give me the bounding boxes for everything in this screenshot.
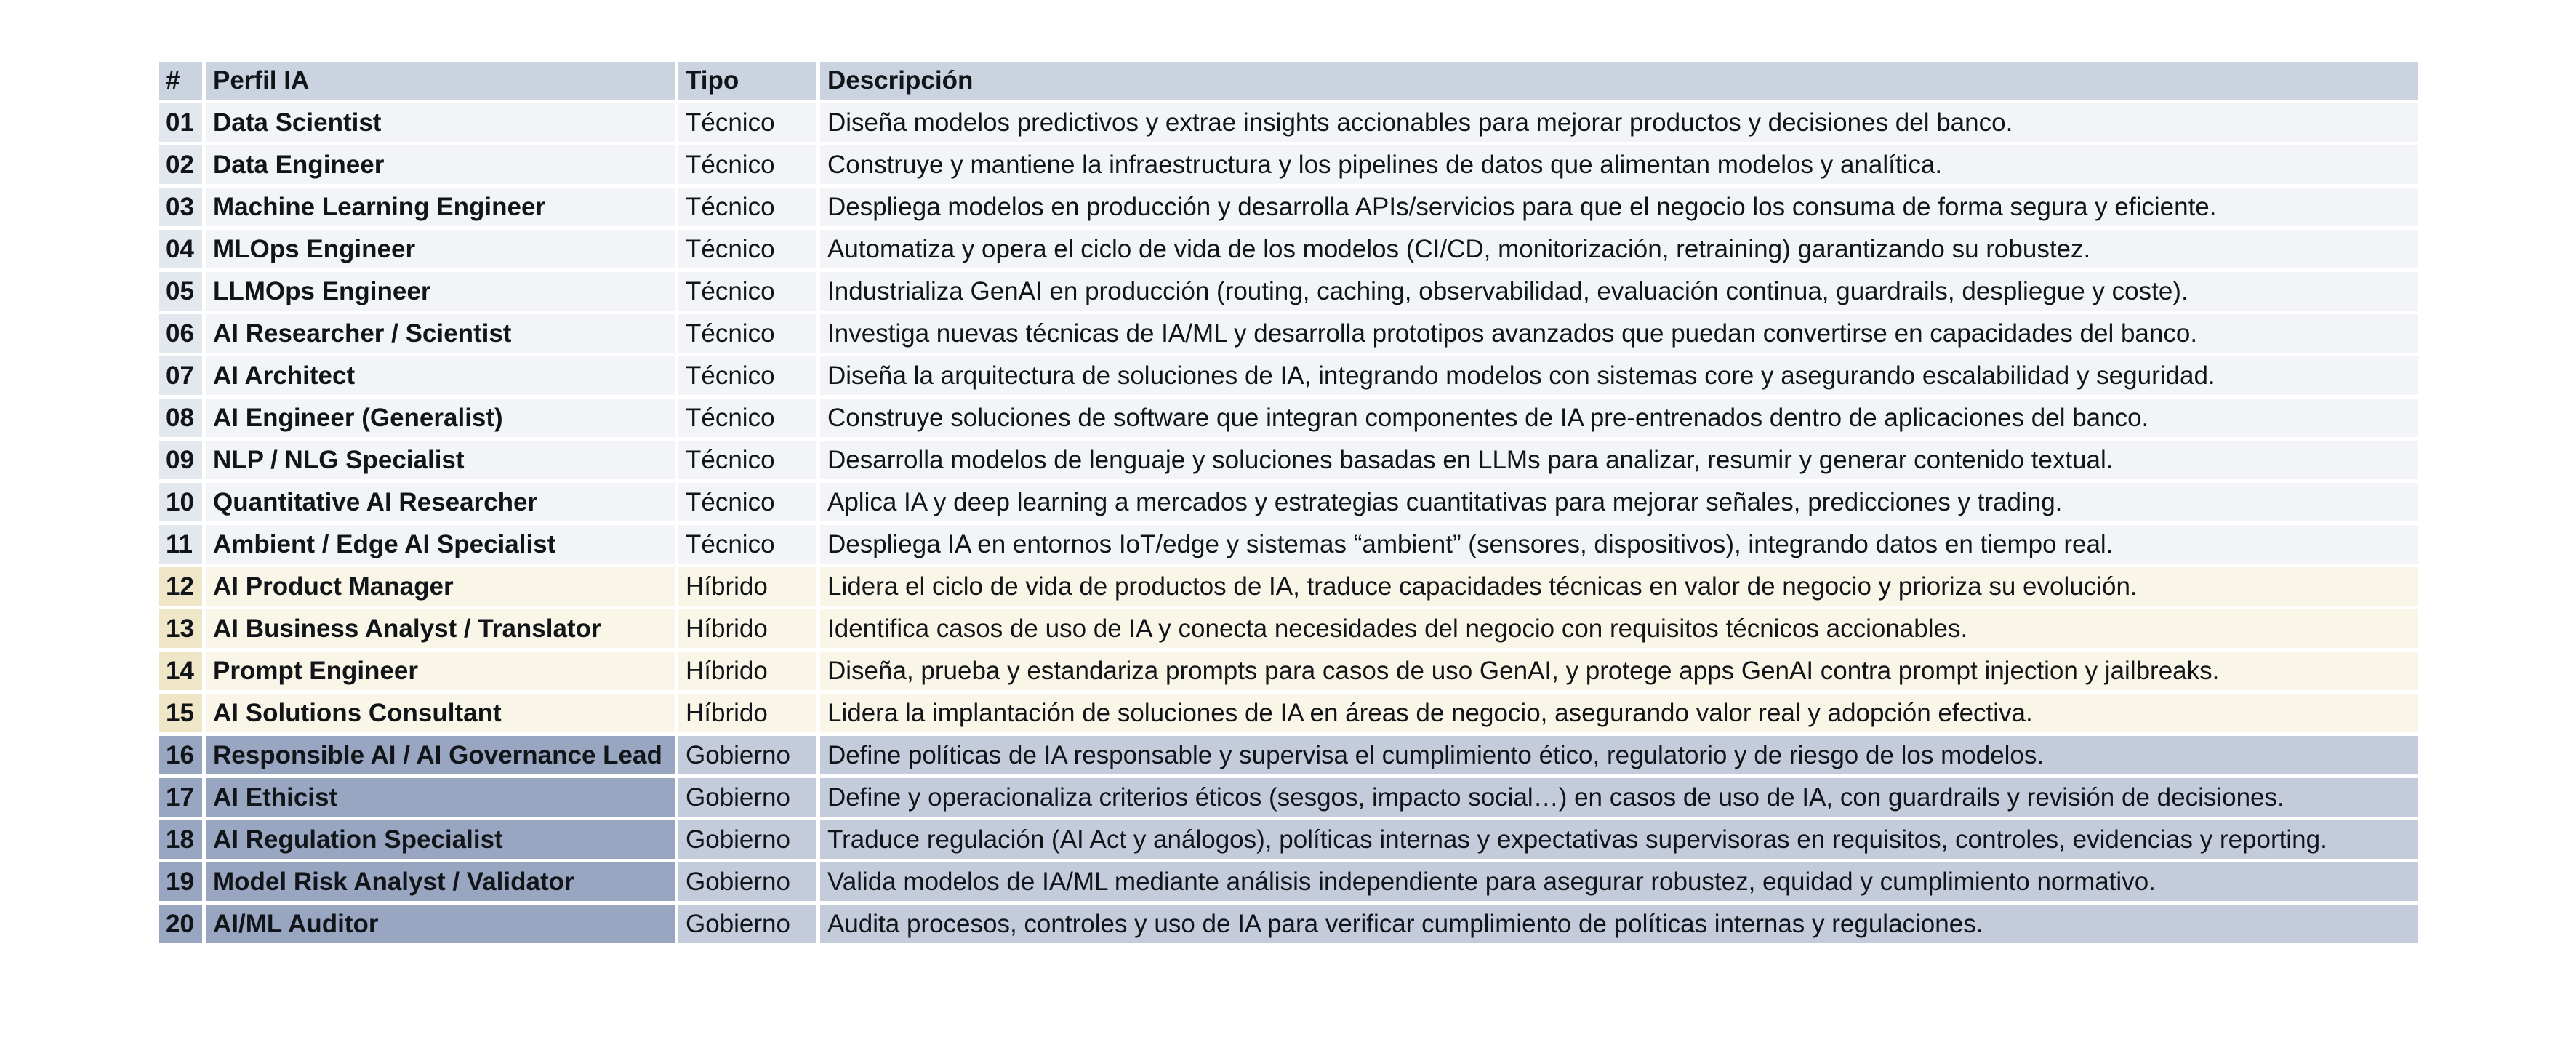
profile-name: AI Regulation Specialist xyxy=(206,820,678,862)
profile-name: AI Engineer (Generalist) xyxy=(206,399,678,441)
header-num: # xyxy=(159,62,206,103)
profile-description: Traduce regulación (AI Act y análogos), políticas internas y expectativas supervisoras en requisitos, controles, evidencias y reporting. xyxy=(820,820,2418,862)
profile-name: Prompt Engineer xyxy=(206,652,678,694)
row-number: 15 xyxy=(159,694,206,736)
profile-type: Híbrido xyxy=(678,567,820,609)
profile-type: Técnico xyxy=(678,356,820,399)
row-number: 14 xyxy=(159,652,206,694)
profile-type: Técnico xyxy=(678,145,820,188)
table-header xyxy=(159,62,2418,103)
profile-type: Gobierno xyxy=(678,736,820,778)
profile-name: AI Business Analyst / Translator xyxy=(206,609,678,652)
row-number: 20 xyxy=(159,905,206,947)
row-number: 01 xyxy=(159,103,206,145)
table-row xyxy=(159,356,2418,399)
profile-description: Industrializa GenAI en producción (routing, caching, observabilidad, evaluación continua, guardrails, despliegue y coste). xyxy=(820,272,2418,314)
profile-description: Diseña, prueba y estandariza prompts para casos de uso GenAI, y protege apps GenAI contra prompt injection y jailbreaks. xyxy=(820,652,2418,694)
profile-name: Ambient / Edge AI Specialist xyxy=(206,525,678,567)
profile-type: Gobierno xyxy=(678,820,820,862)
table-row xyxy=(159,905,2418,947)
row-number: 03 xyxy=(159,188,206,230)
profile-name: MLOps Engineer xyxy=(206,230,678,272)
profile-description: Despliega modelos en producción y desarrolla APIs/servicios para que el negocio los consuma de forma segura y eficiente. xyxy=(820,188,2418,230)
profile-description: Automatiza y opera el ciclo de vida de los modelos (CI/CD, monitorización, retraining) garantizando su robustez. xyxy=(820,230,2418,272)
table-row xyxy=(159,862,2418,905)
profile-type: Gobierno xyxy=(678,905,820,947)
profile-description: Construye soluciones de software que integran componentes de IA pre-entrenados dentro de aplicaciones del banco. xyxy=(820,399,2418,441)
row-number: 11 xyxy=(159,525,206,567)
table-row xyxy=(159,652,2418,694)
header-row xyxy=(159,62,2418,103)
table-row xyxy=(159,609,2418,652)
table-row xyxy=(159,736,2418,778)
row-number: 12 xyxy=(159,567,206,609)
profile-name: AI Ethicist xyxy=(206,778,678,820)
profile-type: Técnico xyxy=(678,399,820,441)
table-row xyxy=(159,314,2418,356)
profile-name: Data Scientist xyxy=(206,103,678,145)
profile-description: Aplica IA y deep learning a mercados y estrategias cuantitativas para mejorar señales, predicciones y trading. xyxy=(820,483,2418,525)
row-number: 16 xyxy=(159,736,206,778)
profile-type: Técnico xyxy=(678,103,820,145)
table-row xyxy=(159,483,2418,525)
profile-name: AI Solutions Consultant xyxy=(206,694,678,736)
profile-name: Quantitative AI Researcher xyxy=(206,483,678,525)
profile-description: Desarrolla modelos de lenguaje y soluciones basadas en LLMs para analizar, resumir y generar contenido textual. xyxy=(820,441,2418,483)
profile-name: NLP / NLG Specialist xyxy=(206,441,678,483)
ai-profiles-table-container xyxy=(159,62,2418,947)
row-number: 04 xyxy=(159,230,206,272)
profile-type: Gobierno xyxy=(678,778,820,820)
table-row xyxy=(159,145,2418,188)
profile-name: AI Researcher / Scientist xyxy=(206,314,678,356)
profile-type: Técnico xyxy=(678,272,820,314)
profile-description: Lidera la implantación de soluciones de IA en áreas de negocio, asegurando valor real y adopción efectiva. xyxy=(820,694,2418,736)
profile-type: Técnico xyxy=(678,188,820,230)
row-number: 19 xyxy=(159,862,206,905)
header-profile: Perfil IA xyxy=(206,62,678,103)
row-number: 02 xyxy=(159,145,206,188)
profile-description: Identifica casos de uso de IA y conecta necesidades del negocio con requisitos técnicos accionables. xyxy=(820,609,2418,652)
row-number: 10 xyxy=(159,483,206,525)
profile-name: AI/ML Auditor xyxy=(206,905,678,947)
profile-name: Model Risk Analyst / Validator xyxy=(206,862,678,905)
profile-type: Híbrido xyxy=(678,652,820,694)
table-row xyxy=(159,230,2418,272)
profile-type: Técnico xyxy=(678,525,820,567)
row-number: 09 xyxy=(159,441,206,483)
profile-name: Responsible AI / AI Governance Lead xyxy=(206,736,678,778)
profile-name: AI Product Manager xyxy=(206,567,678,609)
table-row xyxy=(159,820,2418,862)
profile-description: Investiga nuevas técnicas de IA/ML y desarrolla prototipos avanzados que puedan convertirse en capacidades del banco. xyxy=(820,314,2418,356)
profile-description: Construye y mantiene la infraestructura y los pipelines de datos que alimentan modelos y analítica. xyxy=(820,145,2418,188)
table-body xyxy=(159,103,2418,947)
table-row xyxy=(159,525,2418,567)
profile-type: Gobierno xyxy=(678,862,820,905)
profile-type: Técnico xyxy=(678,483,820,525)
table-row xyxy=(159,188,2418,230)
profile-description: Diseña modelos predictivos y extrae insights accionables para mejorar productos y decisiones del banco. xyxy=(820,103,2418,145)
profile-description: Despliega IA en entornos IoT/edge y sistemas “ambient” (sensores, dispositivos), integrando datos en tiempo real. xyxy=(820,525,2418,567)
profile-description: Define políticas de IA responsable y supervisa el cumplimiento ético, regulatorio y de riesgo de los modelos. xyxy=(820,736,2418,778)
profile-type: Híbrido xyxy=(678,694,820,736)
row-number: 06 xyxy=(159,314,206,356)
header-type: Tipo xyxy=(678,62,820,103)
row-number: 17 xyxy=(159,778,206,820)
table-row xyxy=(159,272,2418,314)
profile-name: Data Engineer xyxy=(206,145,678,188)
profile-description: Audita procesos, controles y uso de IA para verificar cumplimiento de políticas internas y regulaciones. xyxy=(820,905,2418,947)
profile-description: Lidera el ciclo de vida de productos de IA, traduce capacidades técnicas en valor de negocio y prioriza su evolución. xyxy=(820,567,2418,609)
table-row xyxy=(159,103,2418,145)
profile-name: AI Architect xyxy=(206,356,678,399)
profile-name: LLMOps Engineer xyxy=(206,272,678,314)
row-number: 08 xyxy=(159,399,206,441)
row-number: 07 xyxy=(159,356,206,399)
table-row xyxy=(159,441,2418,483)
row-number: 13 xyxy=(159,609,206,652)
row-number: 18 xyxy=(159,820,206,862)
table-row xyxy=(159,778,2418,820)
profile-name: Machine Learning Engineer xyxy=(206,188,678,230)
profile-type: Híbrido xyxy=(678,609,820,652)
profile-description: Define y operacionaliza criterios éticos (sesgos, impacto social…) en casos de uso de IA, con guardrails y revisión de decisiones. xyxy=(820,778,2418,820)
profile-description: Diseña la arquitectura de soluciones de IA, integrando modelos con sistemas core y asegurando escalabilidad y seguridad. xyxy=(820,356,2418,399)
table-row xyxy=(159,399,2418,441)
header-description: Descripción xyxy=(820,62,2418,103)
table-row xyxy=(159,694,2418,736)
ai-profiles-table xyxy=(159,62,2418,947)
table-row xyxy=(159,567,2418,609)
profile-type: Técnico xyxy=(678,441,820,483)
profile-type: Técnico xyxy=(678,314,820,356)
row-number: 05 xyxy=(159,272,206,314)
profile-description: Valida modelos de IA/ML mediante análisis independiente para asegurar robustez, equidad y cumplimiento normativo. xyxy=(820,862,2418,905)
profile-type: Técnico xyxy=(678,230,820,272)
